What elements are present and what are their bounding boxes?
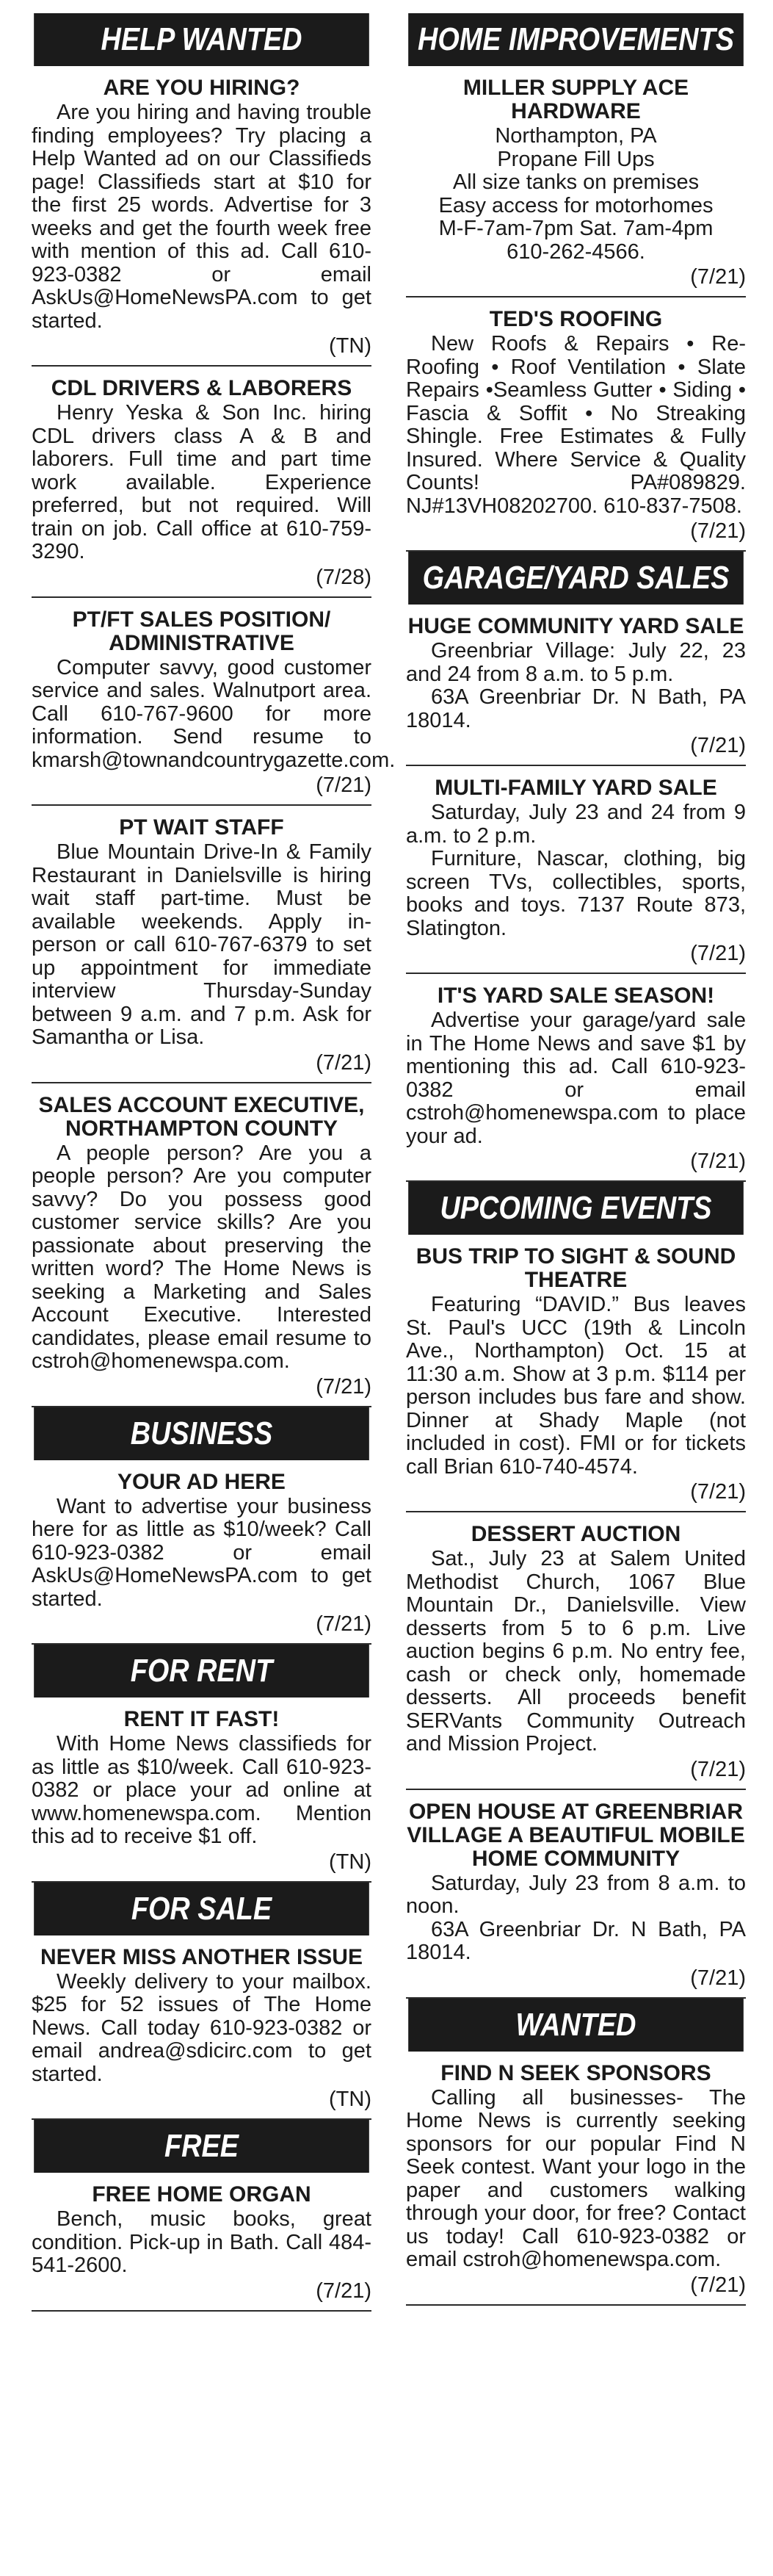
ad-title: ARE YOU HIRING?	[103, 76, 300, 100]
section-heading: FOR RENT	[34, 1645, 369, 1698]
ad-paragraph: Sat., July 23 at Salem United Methodist Church, 1067 Blue Mountain Dr., Danielsville. View desserts from 5 to 6 p.m. Live auction begins 6 p.m. No entry fee, cash or check only, homemade desserts. All proceeds benefit SERVants Community Outreach and Mission Project.	[406, 1547, 746, 1756]
run-date-tag: (7/21)	[316, 773, 371, 797]
ad-paragraph: 63A Greenbriar Dr. N Bath, PA 18014.	[406, 1917, 746, 1964]
run-date-tag: (7/21)	[316, 1050, 371, 1075]
ad-body	[406, 1548, 746, 1756]
right-column	[406, 13, 746, 2306]
section-upcoming-events	[406, 1182, 746, 1999]
ad-body	[406, 1294, 746, 1479]
ad-body	[406, 2087, 746, 2272]
ad-paragraph: Propane Fill Ups	[497, 147, 655, 171]
ad-body	[406, 640, 746, 732]
run-date-tag: (7/21)	[690, 519, 746, 543]
classified-ad	[32, 367, 371, 598]
classified-ad	[32, 1935, 371, 2121]
ad-paragraph: Are you hiring and having trouble finding employees? Try placing a Help Wanted ad on our Classifieds page! Classifieds start at $10 for the first 25 words. Advertise for 3 weeks and get the fourth week free with mention of this ad. Call 610-923-0382 or email AskUs@HomeNewsPA.com to get started.	[32, 101, 371, 333]
run-date-tag: (TN)	[329, 1850, 371, 1874]
section-home-improvements	[406, 13, 746, 552]
ad-paragraph: Bench, music books, great condition. Pick-up in Bath. Call 484-541-2600.	[32, 2207, 371, 2277]
run-date-tag: (TN)	[329, 334, 371, 358]
ad-paragraph: All size tanks on premises	[452, 170, 700, 194]
section-heading: HELP WANTED	[34, 13, 369, 66]
classified-ad	[406, 66, 746, 297]
classified-ad	[32, 1698, 371, 1883]
ad-title: BUS TRIP TO SIGHT & SOUND THEATRE	[415, 1244, 736, 1292]
ad-paragraph: Easy access for motorhomes	[438, 193, 714, 217]
ad-title: PT WAIT STAFF	[119, 815, 284, 840]
ad-title: OPEN HOUSE AT GREENBRIAR VILLAGE A BEAUTIFUL MOBILE HOME COMMUNITY	[407, 1799, 745, 1871]
ad-title: SALES ACCOUNT EXECUTIVE, NORTHAMPTON COUNTY	[38, 1092, 365, 1141]
ad-title: IT'S YARD SALE SEASON!	[437, 984, 715, 1008]
ad-body	[406, 333, 746, 518]
classified-ad	[32, 598, 396, 807]
classified-ad	[32, 1083, 371, 1407]
ad-paragraph: Saturday, July 23 and 24 from 9 a.m. to 2 p.m.	[406, 801, 746, 848]
run-date-tag: (7/28)	[316, 565, 371, 589]
classified-ad	[406, 766, 746, 974]
ad-paragraph: Saturday, July 23 from 8 a.m. to noon.	[406, 1871, 746, 1918]
classified-ad	[406, 297, 746, 552]
ad-paragraph: Featuring “DAVID.” Bus leaves St. Paul's UCC (19th & Lincoln Ave., Northampton) Oct. 15 at 11:30 a.m. Show at 3 p.m. $114 per person includes bus fare and show. Dinner at Shady Maple (not included in cost). FMI or for tickets call Brian 610-740-4574.	[406, 1293, 746, 1479]
section-heading: BUSINESS	[34, 1407, 369, 1460]
ad-title: HUGE COMMUNITY YARD SALE	[407, 614, 744, 638]
ad-paragraph: Calling all businesses- The Home News is currently seeking sponsors for our popular Find N Seek contest. Want your logo in the paper and customers walking through your door, for free? Contact us today! Call 610-923-0382 or email cstroh@homenewspa.com.	[406, 2085, 746, 2271]
section-free	[32, 2120, 371, 2312]
ad-paragraph: Furniture, Nascar, clothing, big screen TVs, collectibles, sports, books and toys. 7137 Route 873, Slatington.	[406, 847, 746, 940]
run-date-tag: (TN)	[329, 2088, 371, 2111]
classified-ad	[406, 1512, 746, 1790]
section-wanted	[406, 1999, 746, 2306]
section-heading: FOR SALE	[34, 1883, 369, 1935]
ad-title: MULTI-FAMILY YARD SALE	[435, 776, 717, 800]
ad-body	[406, 125, 746, 264]
ad-paragraph: M-F-7am-7pm Sat. 7am-4pm	[438, 217, 714, 240]
ad-body	[406, 1009, 746, 1148]
ad-body	[32, 655, 396, 773]
ad-body	[32, 1971, 371, 2087]
ad-paragraph: Henry Yeska & Son Inc. hiring CDL drivers class A & B and laborers. Full time and part time work available. Experience preferred, but not required. Will train on job. Call office at 610-759-3290.	[32, 401, 371, 563]
ad-title: YOUR AD HERE	[117, 1469, 286, 1494]
section-heading: FREE	[34, 2120, 369, 2173]
ad-title: PT/FT SALES POSITION/ ADMINISTRATIVE	[72, 607, 331, 655]
ad-paragraph: 63A Greenbriar Dr. N Bath, PA 18014.	[406, 685, 746, 732]
ad-body	[32, 101, 371, 333]
ad-paragraph: Want to advertise your business here for as little as $10/week? Call 610-923-0382 or email AskUs@HomeNewsPA.com to get started.	[32, 1494, 371, 1611]
run-date-tag: (7/21)	[690, 2273, 746, 2297]
classified-ad	[32, 806, 371, 1083]
ad-body	[32, 1733, 371, 1849]
section-heading: HOME IMPROVEMENTS	[408, 13, 744, 66]
classified-ad	[406, 974, 746, 1182]
ad-title: MILLER SUPPLY ACE HARDWARE	[462, 76, 689, 123]
ad-body	[406, 1872, 746, 1965]
run-date-tag: (7/21)	[690, 942, 746, 965]
ad-title: CDL DRIVERS & LABORERS	[51, 376, 352, 400]
classified-ad	[32, 1460, 371, 1645]
ad-title: FREE HOME ORGAN	[92, 2182, 311, 2207]
run-date-tag: (7/21)	[316, 1374, 371, 1399]
ad-title: RENT IT FAST!	[123, 1707, 280, 1731]
section-help-wanted	[32, 13, 396, 1407]
ad-paragraph: Blue Mountain Drive-In & Family Restaurant in Danielsville is hiring wait staff part-time. Must be available weekends. Apply in-person or call 610-767-6379 to set up appointment for immediate interview Thursday-Sunday between 9 a.m. and 7 p.m. Ask for Samantha or Lisa.	[32, 840, 371, 1049]
ad-paragraph: Northampton, PA	[495, 124, 657, 148]
section-for-sale	[32, 1883, 371, 2121]
section-for-rent	[32, 1645, 371, 1883]
run-date-tag: (7/21)	[690, 734, 746, 757]
section-business	[32, 1407, 371, 1645]
ad-body	[32, 2208, 371, 2278]
ad-paragraph: 610-262-4566.	[507, 239, 645, 264]
ad-paragraph: A people person? Are you a people person? Are you computer savvy? Do you possess good customer service skills? Are you passionate about preserving the written word? The Home News is seeking a Marketing and Sales Account Executive. Interested candidates, please email resume to cstroh@homenewspa.com.	[32, 1141, 371, 1373]
section-heading: GARAGE/YARD SALES	[408, 552, 744, 605]
ad-paragraph: Advertise your garage/yard sale in The Home News and save $1 by mentioning this ad. Call 610-923-0382 or email cstroh@homenewspa.com to place your ad.	[406, 1009, 746, 1148]
classified-ad	[32, 2173, 371, 2312]
run-date-tag: (7/21)	[316, 1612, 371, 1636]
ad-body	[32, 402, 371, 564]
ad-title: DESSERT AUCTION	[471, 1522, 681, 1546]
classified-ad	[406, 605, 746, 766]
classified-ad	[406, 1790, 746, 1999]
ad-title: FIND N SEEK SPONSORS	[440, 2060, 711, 2085]
section-heading: UPCOMING EVENTS	[408, 1182, 744, 1235]
classified-ad	[32, 66, 371, 367]
run-date-tag: (7/21)	[690, 1150, 746, 1173]
ad-paragraph: With Home News classifieds for as little as $10/week. Call 610-923-0382 or place your ad online at www.homenewspa.com. Mention this ad to receive $1 off.	[32, 1732, 371, 1848]
ad-body	[32, 1496, 371, 1612]
run-date-tag: (7/21)	[316, 2279, 371, 2303]
classified-ad	[406, 2052, 746, 2306]
ad-title: TED'S ROOFING	[489, 307, 663, 331]
ad-paragraph: Weekly delivery to your mailbox. $25 for 52 issues of The Home News. Call today 610-923-0382 or email andrea@sdicirc.com to get started.	[32, 1969, 371, 2086]
section-heading: WANTED	[408, 1999, 744, 2052]
section-garage-yard-sales	[406, 552, 746, 1182]
classified-ad	[406, 1235, 746, 1512]
ad-body	[32, 1142, 371, 1374]
ad-body	[32, 841, 371, 1050]
ad-paragraph: New Roofs & Repairs • Re-Roofing • Roof Ventilation • Slate Repairs •Seamless Gutter • Siding • Fascia & Soffit • No Streaking Shingle. Free Estimates & Fully Insured. Where Service & Quality Counts! PA#089829. NJ#13VH08202700. 610-837-7508.	[406, 332, 746, 518]
ad-body	[406, 801, 746, 940]
run-date-tag: (7/21)	[690, 1480, 746, 1504]
ad-paragraph: Greenbriar Village: July 22, 23 and 24 from 8 a.m. to 5 p.m.	[406, 639, 746, 686]
run-date-tag: (7/21)	[690, 1966, 746, 1990]
ad-paragraph: Computer savvy, good customer service and sales. Walnutport area. Call 610-767-9600 for more information. Send resume to kmarsh@townandcountrygazette.com.	[32, 655, 396, 772]
run-date-tag: (7/21)	[690, 265, 746, 289]
left-column	[32, 13, 396, 2312]
ad-title: NEVER MISS ANOTHER ISSUE	[40, 1944, 363, 1969]
run-date-tag: (7/21)	[690, 1757, 746, 1781]
